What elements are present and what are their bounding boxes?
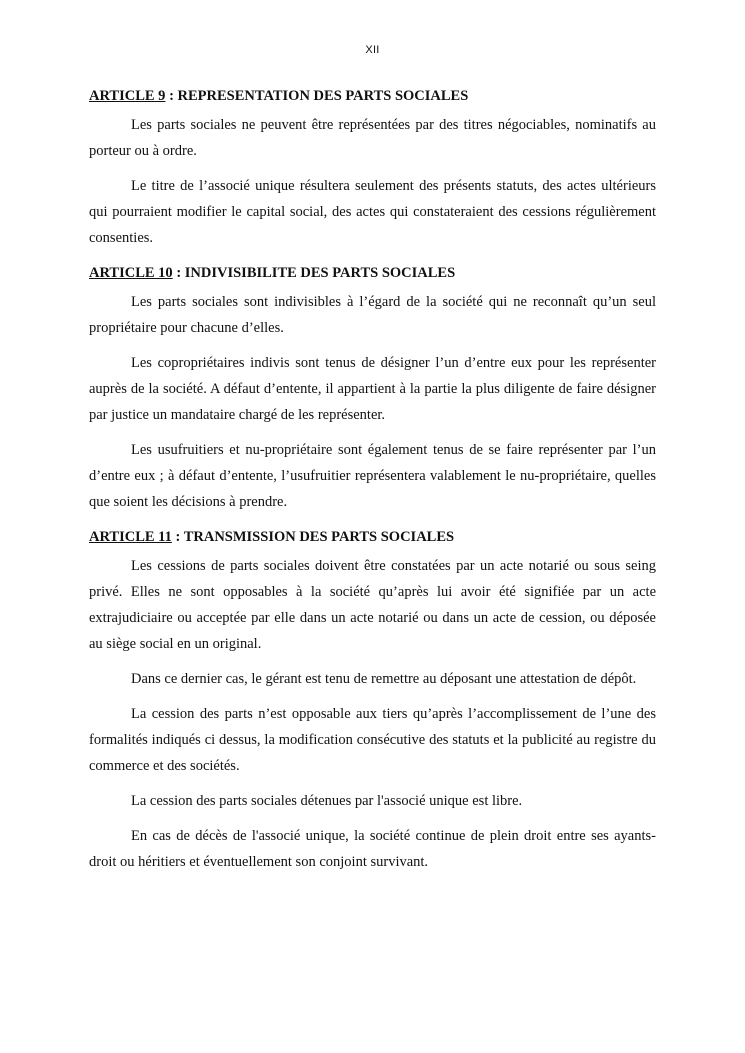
paragraph: Les parts sociales ne peuvent être représentées par des titres négociables, nominatifs au porteur ou à ordre. [89, 117, 656, 159]
article-title: : REPRESENTATION DES PARTS SOCIALES [165, 88, 469, 104]
article-heading [89, 86, 656, 106]
page-number: XII [365, 44, 380, 56]
article-11 [89, 527, 656, 875]
paragraph: La cession des parts n’est opposable aux tiers qu’après l’accomplissement de l’une des formalités indiqués ci dessus, la modification consécutive des statuts et la publicité au registre du commerce et des sociétés. [89, 706, 656, 774]
article-10 [89, 263, 656, 515]
paragraph: Les usufruitiers et nu-propriétaire sont également tenus de se faire représenter par l’un d’entre eux ; à défaut d’entente, l’usufruitier représentera valablement le nu-propriétaire, quelles que soient les décisions à prendre. [89, 442, 656, 510]
article-heading [89, 263, 656, 283]
paragraph: En cas de décès de l'associé unique, la société continue de plein droit entre ses ayants-droit ou héritiers et éventuellement son conjoint survivant. [89, 828, 656, 870]
paragraph: Les parts sociales sont indivisibles à l’égard de la société qui ne reconnaît qu’un seul propriétaire pour chacune d’elles. [89, 294, 656, 336]
article-title: : TRANSMISSION DES PARTS SOCIALES [171, 529, 455, 545]
paragraph: Les copropriétaires indivis sont tenus de désigner l’un d’entre eux pour les représenter auprès de la société. A défaut d’entente, il appartient à la partie la plus diligente de faire désigner par justice un mandataire chargé de les représenter. [89, 355, 656, 423]
article-number: ARTICLE 9 [89, 88, 166, 104]
paragraph: Les cessions de parts sociales doivent être constatées par un acte notarié ou sous seing privé. Elles ne sont opposables à la société qu’après lui avoir été signifiée par un acte extrajudiciaire ou acceptée par elle dans un acte notarié ou dans un acte de cession, ou déposée au siège social en un original. [89, 558, 656, 652]
page-content [89, 86, 656, 884]
paragraph: La cession des parts sociales détenues par l'associé unique est libre. [131, 793, 523, 809]
article-heading [89, 527, 656, 547]
article-title: : INDIVISIBILITE DES PARTS SOCIALES [172, 265, 456, 281]
paragraph: Le titre de l’associé unique résultera seulement des présents statuts, des actes ultérieurs qui pourraient modifier le capital social, des actes qui constateraient des cessions régulièrement consenties. [89, 178, 656, 246]
article-number: ARTICLE 11 [89, 529, 172, 545]
paragraph: Dans ce dernier cas, le gérant est tenu de remettre au déposant une attestation de dépôt. [131, 671, 637, 687]
article-9 [89, 86, 656, 251]
article-number: ARTICLE 10 [89, 265, 173, 281]
